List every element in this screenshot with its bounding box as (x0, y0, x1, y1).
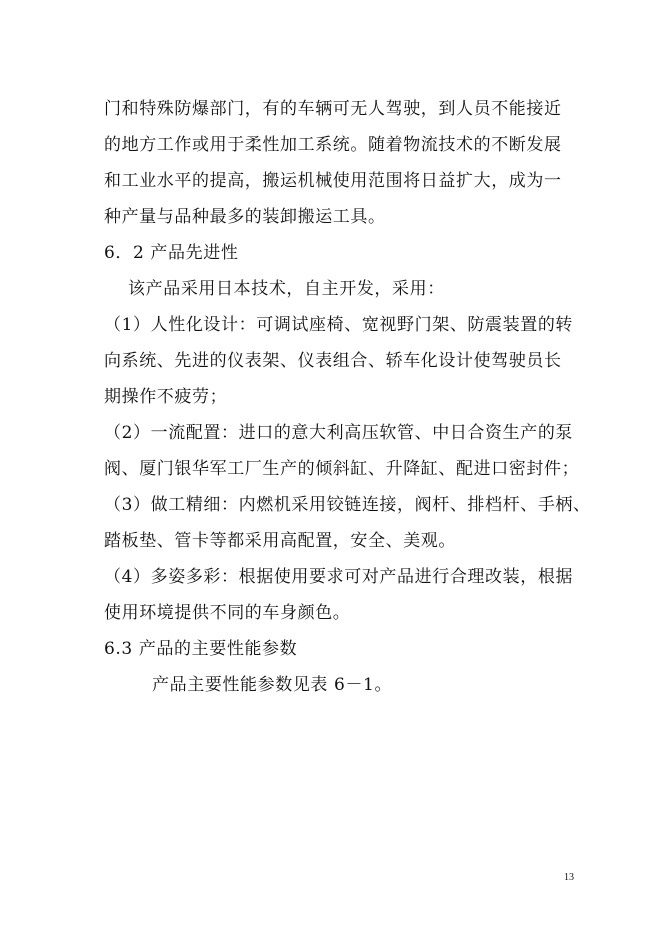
list-item: （2）一流配置：进口的意大利高压软管、中日合资生产的泵 (104, 423, 574, 443)
list-item: （1）人性化设计：可调试座椅、宽视野门架、防震装置的转 (104, 315, 574, 335)
page-number: 13 (564, 872, 574, 883)
text-line: 和工业水平的提高，搬运机械使用范围将日益扩大，成为一 (104, 171, 562, 191)
text-line: 该产品采用日本技术，自主开发，采用： (104, 279, 445, 299)
list-item: （4）多姿多彩：根据使用要求可对产品进行合理改装，根据 (104, 567, 574, 587)
section-heading: 6.3 产品的主要性能参数 (104, 639, 298, 659)
text-line: 阀、厦门银华军工厂生产的倾斜缸、升降缸、配进口密封件； (104, 459, 580, 479)
text-line: 期操作不疲劳； (104, 387, 228, 407)
text-line: 使用环境提供不同的车身颜色。 (104, 603, 351, 623)
list-item: （3）做工精细：内燃机采用铰链连接，阀杆、排档杆、手柄、 (104, 495, 591, 515)
text-line: 门和特殊防爆部门，有的车辆可无人驾驶，到人员不能接近 (104, 99, 562, 119)
text-line: 的地方工作或用于柔性加工系统。随着物流技术的不断发展 (104, 135, 562, 155)
section-heading: 6．2 产品先进性 (104, 243, 239, 263)
text-line: 向系统、先进的仪表架、仪表组合、轿车化设计使驾驶员长 (104, 351, 562, 371)
text-line: 踏板垫、管卡等都采用高配置，安全、美观。 (104, 531, 456, 551)
text-line: 种产量与品种最多的装卸搬运工具。 (104, 207, 386, 227)
text-line: 产品主要性能参数见表 6－1。 (104, 675, 393, 695)
